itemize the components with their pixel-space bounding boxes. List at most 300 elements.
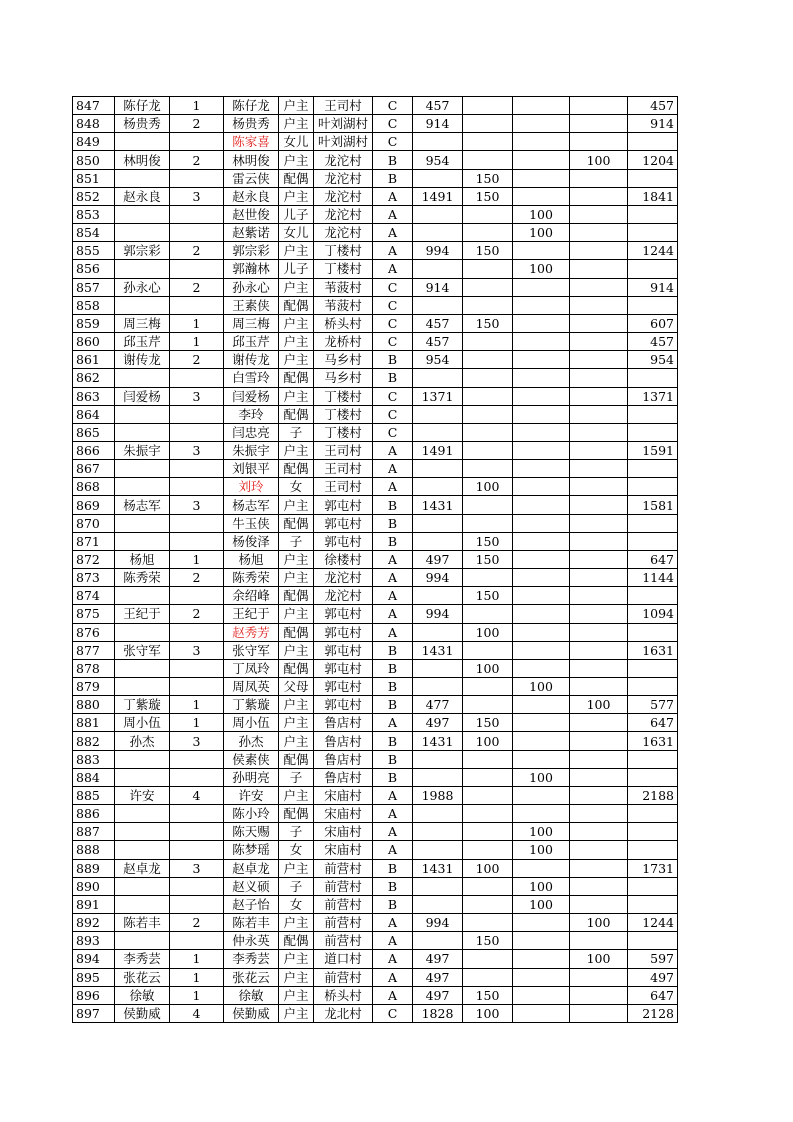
village-cell: 王司村	[314, 97, 373, 115]
amount-a-cell: 497	[413, 986, 463, 1004]
amount-c-cell: 100	[513, 841, 570, 859]
total-cell	[628, 478, 678, 496]
household-size-cell	[170, 841, 224, 859]
head-name-cell	[115, 296, 170, 314]
head-name-cell	[115, 532, 170, 550]
serial-number-cell: 878	[73, 659, 115, 677]
amount-a-cell	[413, 587, 463, 605]
relation-cell: 配偶	[279, 805, 314, 823]
member-name-cell: 李玲	[224, 405, 279, 423]
amount-b-cell: 150	[463, 714, 513, 732]
relation-cell: 户主	[279, 641, 314, 659]
household-size-cell: 2	[170, 351, 224, 369]
amount-a-cell: 954	[413, 351, 463, 369]
table-row	[73, 187, 678, 205]
amount-b-cell	[463, 333, 513, 351]
village-cell: 鲁店村	[314, 732, 373, 750]
amount-a-cell: 1828	[413, 1004, 463, 1022]
village-cell: 郭屯村	[314, 532, 373, 550]
serial-number-cell: 884	[73, 768, 115, 786]
amount-b-cell: 150	[463, 550, 513, 568]
amount-d-cell	[570, 441, 628, 459]
serial-number-cell: 848	[73, 115, 115, 133]
amount-c-cell: 100	[513, 895, 570, 913]
serial-number-cell: 890	[73, 877, 115, 895]
head-name-cell: 谢传龙	[115, 351, 170, 369]
village-cell: 龙北村	[314, 1004, 373, 1022]
amount-b-cell: 150	[463, 932, 513, 950]
head-name-cell: 杨贵秀	[115, 115, 170, 133]
amount-c-cell	[513, 696, 570, 714]
member-name-cell: 王素侠	[224, 296, 279, 314]
amount-b-cell	[463, 496, 513, 514]
total-cell: 577	[628, 696, 678, 714]
table-row	[73, 968, 678, 986]
table-row	[73, 351, 678, 369]
household-size-cell: 1	[170, 696, 224, 714]
amount-d-cell	[570, 732, 628, 750]
village-cell: 叶刘湖村	[314, 115, 373, 133]
household-size-cell	[170, 877, 224, 895]
grade-cell: A	[373, 950, 413, 968]
head-name-cell	[115, 205, 170, 223]
relation-cell: 子	[279, 877, 314, 895]
amount-b-cell	[463, 569, 513, 587]
table-row	[73, 877, 678, 895]
household-size-cell: 1	[170, 968, 224, 986]
household-size-cell	[170, 169, 224, 187]
amount-a-cell: 994	[413, 914, 463, 932]
amount-a-cell	[413, 877, 463, 895]
member-name-cell: 杨旭	[224, 550, 279, 568]
head-name-cell	[115, 405, 170, 423]
serial-number-cell: 873	[73, 569, 115, 587]
total-cell	[628, 405, 678, 423]
grade-cell: C	[373, 278, 413, 296]
grade-cell: A	[373, 841, 413, 859]
total-cell: 1591	[628, 441, 678, 459]
amount-a-cell	[413, 823, 463, 841]
head-name-cell: 杨志军	[115, 496, 170, 514]
amount-d-cell	[570, 260, 628, 278]
amount-a-cell: 1988	[413, 786, 463, 804]
household-size-cell	[170, 823, 224, 841]
amount-d-cell	[570, 369, 628, 387]
member-name-cell: 许安	[224, 786, 279, 804]
total-cell	[628, 423, 678, 441]
grade-cell: C	[373, 133, 413, 151]
amount-a-cell: 457	[413, 314, 463, 332]
relation-cell: 配偶	[279, 369, 314, 387]
total-cell	[628, 369, 678, 387]
amount-a-cell	[413, 405, 463, 423]
member-name-cell: 侯勤威	[224, 1004, 279, 1022]
head-name-cell	[115, 478, 170, 496]
head-name-cell	[115, 678, 170, 696]
amount-c-cell	[513, 187, 570, 205]
village-cell: 龙沱村	[314, 224, 373, 242]
amount-b-cell	[463, 696, 513, 714]
amount-d-cell	[570, 296, 628, 314]
amount-d-cell	[570, 1004, 628, 1022]
head-name-cell	[115, 841, 170, 859]
village-cell: 宋庙村	[314, 786, 373, 804]
household-size-cell	[170, 133, 224, 151]
serial-number-cell: 867	[73, 460, 115, 478]
member-name-cell: 林明俊	[224, 151, 279, 169]
amount-d-cell	[570, 641, 628, 659]
amount-c-cell	[513, 351, 570, 369]
member-name-cell: 赵永良	[224, 187, 279, 205]
amount-d-cell: 100	[570, 914, 628, 932]
relation-cell: 配偶	[279, 169, 314, 187]
table-row	[73, 768, 678, 786]
grade-cell: A	[373, 441, 413, 459]
serial-number-cell: 874	[73, 587, 115, 605]
serial-number-cell: 885	[73, 786, 115, 804]
member-name-cell: 陈梦瑶	[224, 841, 279, 859]
relation-cell: 户主	[279, 441, 314, 459]
household-size-cell	[170, 260, 224, 278]
table-row	[73, 550, 678, 568]
table-row	[73, 296, 678, 314]
relation-cell: 户主	[279, 968, 314, 986]
member-name-cell: 张守军	[224, 641, 279, 659]
member-name-cell: 牛玉侠	[224, 514, 279, 532]
table-row	[73, 750, 678, 768]
member-name-cell: 赵世俊	[224, 205, 279, 223]
table-row	[73, 805, 678, 823]
head-name-cell	[115, 823, 170, 841]
table-row	[73, 732, 678, 750]
amount-b-cell	[463, 768, 513, 786]
amount-c-cell	[513, 423, 570, 441]
village-cell: 龙沱村	[314, 205, 373, 223]
head-name-cell: 李秀芸	[115, 950, 170, 968]
amount-c-cell: 100	[513, 823, 570, 841]
grade-cell: B	[373, 369, 413, 387]
amount-d-cell	[570, 823, 628, 841]
relation-cell: 户主	[279, 278, 314, 296]
household-size-cell	[170, 478, 224, 496]
head-name-cell: 丁紫璇	[115, 696, 170, 714]
relation-cell: 户主	[279, 696, 314, 714]
household-size-cell	[170, 224, 224, 242]
amount-d-cell	[570, 133, 628, 151]
member-name-cell: 张花云	[224, 968, 279, 986]
village-cell: 苇菠村	[314, 296, 373, 314]
head-name-cell: 张守军	[115, 641, 170, 659]
amount-c-cell	[513, 242, 570, 260]
amount-c-cell: 100	[513, 877, 570, 895]
member-name-cell: 陈秀荣	[224, 569, 279, 587]
table-row	[73, 714, 678, 732]
amount-d-cell	[570, 423, 628, 441]
amount-b-cell	[463, 678, 513, 696]
total-cell: 1581	[628, 496, 678, 514]
amount-b-cell	[463, 205, 513, 223]
amount-a-cell	[413, 659, 463, 677]
household-size-cell: 1	[170, 97, 224, 115]
household-size-cell: 3	[170, 187, 224, 205]
amount-d-cell	[570, 768, 628, 786]
head-name-cell: 赵永良	[115, 187, 170, 205]
amount-c-cell	[513, 932, 570, 950]
amount-b-cell: 150	[463, 314, 513, 332]
table-row	[73, 950, 678, 968]
relation-cell: 儿子	[279, 205, 314, 223]
amount-d-cell	[570, 242, 628, 260]
amount-c-cell	[513, 441, 570, 459]
total-cell	[628, 805, 678, 823]
amount-a-cell: 1431	[413, 641, 463, 659]
table-row	[73, 914, 678, 932]
relation-cell: 配偶	[279, 405, 314, 423]
head-name-cell	[115, 877, 170, 895]
amount-c-cell	[513, 550, 570, 568]
amount-d-cell	[570, 786, 628, 804]
serial-number-cell: 865	[73, 423, 115, 441]
grade-cell: A	[373, 550, 413, 568]
member-name-cell: 陈家喜	[224, 133, 279, 151]
household-size-cell	[170, 932, 224, 950]
amount-a-cell	[413, 205, 463, 223]
grade-cell: A	[373, 605, 413, 623]
member-name-cell: 李秀芸	[224, 950, 279, 968]
amount-a-cell: 497	[413, 550, 463, 568]
relation-cell: 户主	[279, 387, 314, 405]
amount-a-cell: 914	[413, 278, 463, 296]
household-size-cell: 3	[170, 387, 224, 405]
amount-a-cell: 497	[413, 950, 463, 968]
member-name-cell: 孙杰	[224, 732, 279, 750]
head-name-cell: 杨旭	[115, 550, 170, 568]
member-name-cell: 邱玉芹	[224, 333, 279, 351]
grade-cell: C	[373, 296, 413, 314]
household-size-cell: 3	[170, 441, 224, 459]
grade-cell: C	[373, 115, 413, 133]
village-cell: 郭屯村	[314, 678, 373, 696]
total-cell	[628, 895, 678, 913]
household-size-cell	[170, 659, 224, 677]
household-size-cell: 3	[170, 859, 224, 877]
amount-d-cell	[570, 314, 628, 332]
head-name-cell: 陈秀荣	[115, 569, 170, 587]
relation-cell: 户主	[279, 732, 314, 750]
amount-a-cell: 457	[413, 333, 463, 351]
amount-d-cell	[570, 587, 628, 605]
relation-cell: 子	[279, 423, 314, 441]
total-cell: 1731	[628, 859, 678, 877]
amount-d-cell	[570, 877, 628, 895]
amount-b-cell	[463, 514, 513, 532]
amount-b-cell	[463, 895, 513, 913]
amount-a-cell: 497	[413, 714, 463, 732]
total-cell: 1094	[628, 605, 678, 623]
amount-c-cell	[513, 569, 570, 587]
grade-cell: B	[373, 750, 413, 768]
amount-d-cell	[570, 278, 628, 296]
amount-b-cell	[463, 115, 513, 133]
amount-b-cell	[463, 750, 513, 768]
serial-number-cell: 875	[73, 605, 115, 623]
amount-a-cell	[413, 895, 463, 913]
amount-d-cell	[570, 387, 628, 405]
head-name-cell: 张花云	[115, 968, 170, 986]
relation-cell: 户主	[279, 986, 314, 1004]
total-cell	[628, 296, 678, 314]
village-cell: 前营村	[314, 932, 373, 950]
amount-a-cell	[413, 805, 463, 823]
head-name-cell: 林明俊	[115, 151, 170, 169]
grade-cell: B	[373, 151, 413, 169]
table-row	[73, 478, 678, 496]
total-cell	[628, 932, 678, 950]
relation-cell: 户主	[279, 333, 314, 351]
amount-a-cell: 994	[413, 569, 463, 587]
amount-a-cell	[413, 260, 463, 278]
amount-d-cell	[570, 968, 628, 986]
total-cell: 914	[628, 115, 678, 133]
amount-b-cell	[463, 441, 513, 459]
table-row	[73, 823, 678, 841]
amount-c-cell	[513, 641, 570, 659]
village-cell: 郭屯村	[314, 514, 373, 532]
amount-b-cell	[463, 950, 513, 968]
amount-b-cell	[463, 423, 513, 441]
total-cell: 457	[628, 333, 678, 351]
member-name-cell: 孙永心	[224, 278, 279, 296]
serial-number-cell: 862	[73, 369, 115, 387]
total-cell: 1244	[628, 242, 678, 260]
total-cell: 647	[628, 986, 678, 1004]
member-name-cell: 杨志军	[224, 496, 279, 514]
village-cell: 马乡村	[314, 369, 373, 387]
table-row	[73, 1004, 678, 1022]
head-name-cell: 孙永心	[115, 278, 170, 296]
serial-number-cell: 860	[73, 333, 115, 351]
amount-d-cell	[570, 659, 628, 677]
amount-c-cell	[513, 605, 570, 623]
amount-c-cell	[513, 278, 570, 296]
relation-cell: 子	[279, 532, 314, 550]
amount-c-cell	[513, 986, 570, 1004]
total-cell	[628, 169, 678, 187]
village-cell: 王司村	[314, 441, 373, 459]
serial-number-cell: 861	[73, 351, 115, 369]
serial-number-cell: 864	[73, 405, 115, 423]
table-row	[73, 932, 678, 950]
amount-a-cell: 457	[413, 97, 463, 115]
relation-cell: 户主	[279, 859, 314, 877]
total-cell: 1631	[628, 641, 678, 659]
total-cell: 597	[628, 950, 678, 968]
amount-d-cell	[570, 714, 628, 732]
village-cell: 龙沱村	[314, 587, 373, 605]
serial-number-cell: 879	[73, 678, 115, 696]
table-row	[73, 133, 678, 151]
amount-c-cell: 100	[513, 768, 570, 786]
amount-b-cell: 150	[463, 242, 513, 260]
amount-b-cell	[463, 296, 513, 314]
relation-cell: 户主	[279, 97, 314, 115]
village-cell: 桥头村	[314, 986, 373, 1004]
amount-c-cell: 100	[513, 224, 570, 242]
amount-c-cell	[513, 460, 570, 478]
amount-a-cell: 497	[413, 968, 463, 986]
amount-b-cell	[463, 224, 513, 242]
head-name-cell: 闫爱杨	[115, 387, 170, 405]
head-name-cell: 周小伍	[115, 714, 170, 732]
member-name-cell: 赵义硕	[224, 877, 279, 895]
household-size-cell: 2	[170, 605, 224, 623]
amount-d-cell	[570, 496, 628, 514]
relation-cell: 配偶	[279, 623, 314, 641]
head-name-cell	[115, 805, 170, 823]
table-row	[73, 895, 678, 913]
total-cell	[628, 587, 678, 605]
table-row	[73, 333, 678, 351]
amount-d-cell	[570, 460, 628, 478]
table-row	[73, 224, 678, 242]
amount-a-cell: 994	[413, 242, 463, 260]
total-cell	[628, 768, 678, 786]
relation-cell: 儿子	[279, 260, 314, 278]
household-size-cell: 3	[170, 732, 224, 750]
serial-number-cell: 883	[73, 750, 115, 768]
household-size-cell	[170, 205, 224, 223]
amount-d-cell	[570, 859, 628, 877]
serial-number-cell: 882	[73, 732, 115, 750]
serial-number-cell: 871	[73, 532, 115, 550]
head-name-cell: 许安	[115, 786, 170, 804]
amount-d-cell	[570, 841, 628, 859]
relation-cell: 户主	[279, 605, 314, 623]
total-cell: 1371	[628, 387, 678, 405]
amount-b-cell: 100	[463, 623, 513, 641]
member-name-cell: 雷云侠	[224, 169, 279, 187]
total-cell: 497	[628, 968, 678, 986]
grade-cell: A	[373, 224, 413, 242]
table-row	[73, 514, 678, 532]
relation-cell: 配偶	[279, 932, 314, 950]
amount-a-cell	[413, 460, 463, 478]
amount-c-cell	[513, 786, 570, 804]
amount-c-cell	[513, 333, 570, 351]
household-size-cell: 2	[170, 914, 224, 932]
member-name-cell: 周凤英	[224, 678, 279, 696]
total-cell	[628, 841, 678, 859]
village-cell: 宋庙村	[314, 823, 373, 841]
village-cell: 徐楼村	[314, 550, 373, 568]
amount-c-cell	[513, 914, 570, 932]
total-cell: 914	[628, 278, 678, 296]
serial-number-cell: 893	[73, 932, 115, 950]
head-name-cell	[115, 587, 170, 605]
serial-number-cell: 855	[73, 242, 115, 260]
amount-d-cell	[570, 986, 628, 1004]
grade-cell: A	[373, 786, 413, 804]
amount-d-cell	[570, 405, 628, 423]
amount-a-cell	[413, 169, 463, 187]
amount-b-cell: 150	[463, 532, 513, 550]
amount-b-cell	[463, 786, 513, 804]
serial-number-cell: 852	[73, 187, 115, 205]
amount-c-cell	[513, 805, 570, 823]
member-name-cell: 刘玲	[224, 478, 279, 496]
grade-cell: A	[373, 187, 413, 205]
amount-b-cell: 150	[463, 169, 513, 187]
